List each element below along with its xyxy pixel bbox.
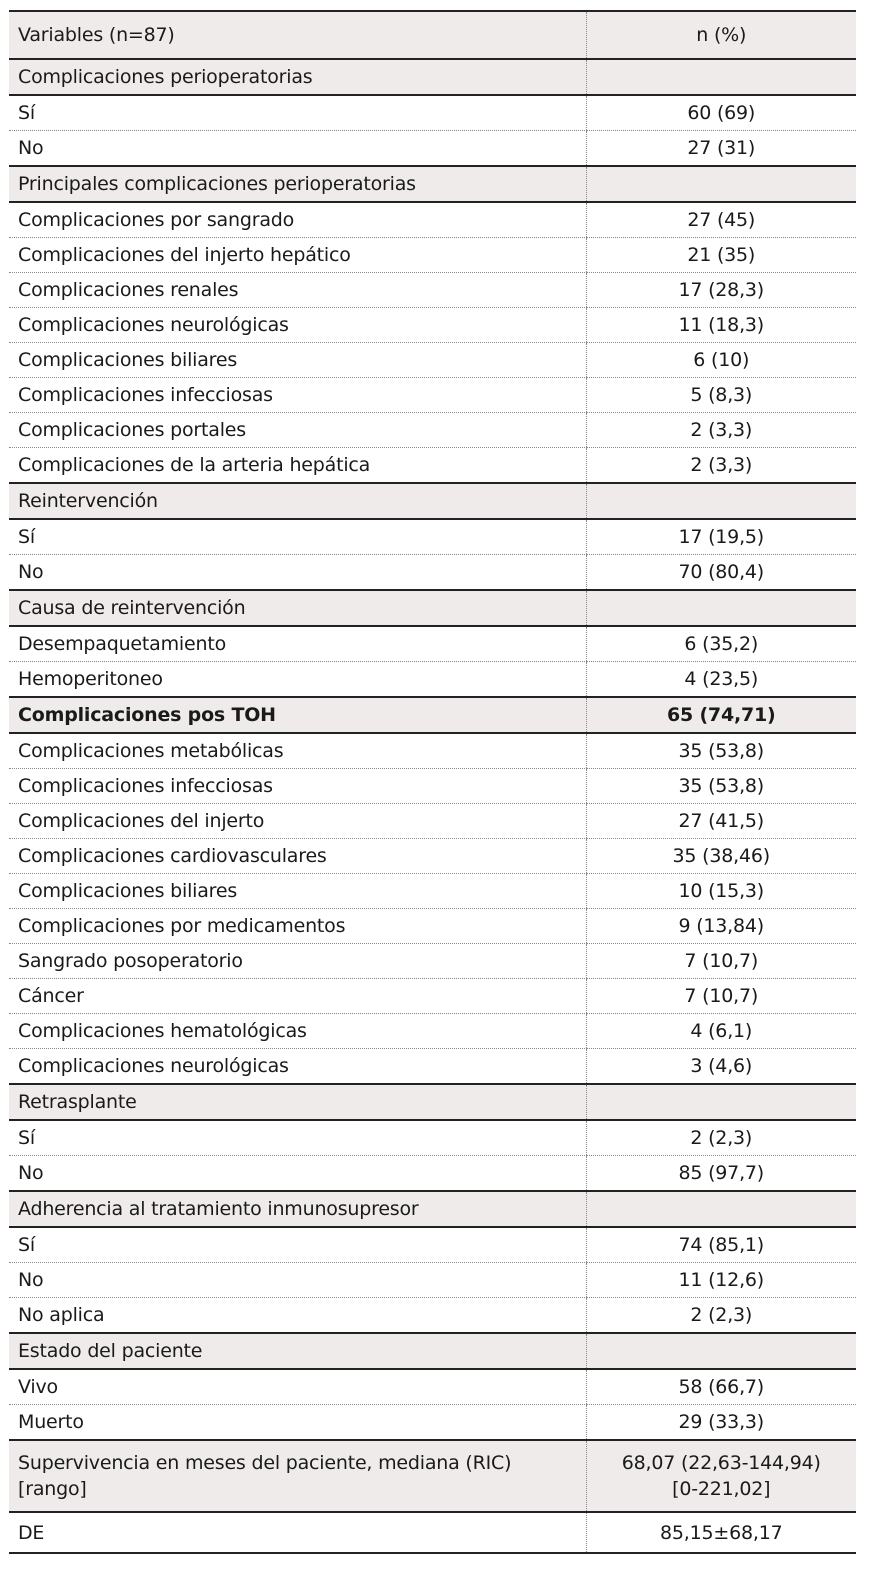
row-value: 27 (45) (586, 202, 856, 238)
sd-row (9, 1512, 856, 1553)
section-value (586, 590, 856, 626)
survival-row (9, 1440, 856, 1512)
row-label: Complicaciones infecciosas (9, 378, 586, 413)
row-label: Complicaciones neurológicas (18, 1055, 289, 1077)
header-variables: Variables (n=87) (9, 11, 586, 59)
section-value (586, 166, 856, 202)
row-value: 7 (10,7) (586, 979, 856, 1014)
row-value: 85 (97,7) (586, 1156, 856, 1192)
row-value: 35 (38,46) (586, 839, 856, 874)
row-label: Complicaciones neurológicas (9, 308, 586, 343)
row-label: No (18, 137, 44, 159)
row-value: 11 (12,6) (586, 1263, 856, 1298)
row-label: Muerto (18, 1411, 84, 1433)
row-label: Vivo (9, 1369, 586, 1405)
row-value: 10 (15,3) (586, 874, 856, 909)
row-value: 4 (6,1) (586, 1014, 856, 1049)
survival-value (586, 1440, 856, 1512)
row-label: Sí (9, 95, 586, 131)
section-header (9, 1333, 856, 1369)
survival-label: Supervivencia en meses del paciente, mediana (RIC) [rango] (9, 1440, 586, 1512)
row-label: Complicaciones por sangrado (9, 202, 586, 238)
section-header (9, 1191, 856, 1227)
section-title: Retrasplante (9, 1084, 586, 1120)
row-value: 29 (33,3) (586, 1405, 856, 1441)
sd-label: DE (9, 1512, 586, 1553)
row-label: Sí (9, 1120, 586, 1156)
section-title: Causa de reintervención (9, 590, 586, 626)
row-label: Complicaciones hematológicas (9, 1014, 586, 1049)
row-label: Complicaciones de la arteria hepática (18, 454, 371, 476)
section-title: Estado del paciente (9, 1333, 586, 1369)
row-label: Complicaciones metabólicas (9, 733, 586, 769)
row-value: 3 (4,6) (586, 1049, 856, 1085)
section-header (9, 59, 856, 95)
section-value: 65 (74,71) (586, 697, 856, 733)
row-label: Complicaciones por medicamentos (9, 909, 586, 944)
section-header (9, 697, 856, 733)
row-label: Complicaciones infecciosas (9, 769, 586, 804)
row-value: 2 (3,3) (586, 413, 856, 448)
row-label: Complicaciones portales (9, 413, 586, 448)
section-header (9, 1084, 856, 1120)
section-title: Reintervención (9, 483, 586, 519)
row-value: 27 (31) (586, 131, 856, 167)
section-value (586, 483, 856, 519)
results-table (9, 10, 856, 1554)
row-label: Complicaciones renales (9, 273, 586, 308)
row-value: 21 (35) (586, 238, 856, 273)
section-value (586, 1191, 856, 1227)
row-value: 74 (85,1) (586, 1227, 856, 1263)
row-value: 11 (18,3) (586, 308, 856, 343)
row-value: 6 (35,2) (586, 626, 856, 662)
row-value: 2 (2,3) (586, 1120, 856, 1156)
row-label: Complicaciones biliares (9, 343, 586, 378)
row-label: Complicaciones biliares (9, 874, 586, 909)
row-value: 60 (69) (586, 95, 856, 131)
row-value: 17 (19,5) (586, 519, 856, 555)
row-value: 7 (10,7) (586, 944, 856, 979)
row-value: 4 (23,5) (586, 662, 856, 698)
section-value (586, 1084, 856, 1120)
section-title: Complicaciones perioperatorias (9, 59, 586, 95)
row-label: Sí (9, 1227, 586, 1263)
section-header (9, 166, 856, 202)
section-header (9, 483, 856, 519)
sd-value: 85,15±68,17 (586, 1512, 856, 1553)
results-table-container (9, 10, 856, 1554)
row-value: 35 (53,8) (586, 769, 856, 804)
row-value: 2 (3,3) (586, 448, 856, 484)
row-value: 2 (2,3) (586, 1298, 856, 1334)
row-label: Sí (9, 519, 586, 555)
row-label: No (9, 1263, 586, 1298)
row-label: Complicaciones del injerto (9, 804, 586, 839)
row-value: 35 (53,8) (586, 733, 856, 769)
section-title: Complicaciones pos TOH (9, 697, 586, 733)
row-value: 6 (10) (586, 343, 856, 378)
row-value: 5 (8,3) (586, 378, 856, 413)
table-header-row (9, 11, 856, 59)
row-label: Complicaciones del injerto hepático (9, 238, 586, 273)
row-label: No aplica (18, 1304, 105, 1326)
row-value: 17 (28,3) (586, 273, 856, 308)
section-title: Principales complicaciones perioperatorias (9, 166, 586, 202)
row-label: No (18, 561, 44, 583)
row-value: 70 (80,4) (586, 555, 856, 591)
row-value: 58 (66,7) (586, 1369, 856, 1405)
row-label: Cáncer (9, 979, 586, 1014)
section-title: Adherencia al tratamiento inmunosupresor (9, 1191, 586, 1227)
section-value (586, 1333, 856, 1369)
row-value: 9 (13,84) (586, 909, 856, 944)
survival-value-line2: [0-221,02] (672, 1478, 771, 1500)
row-value: 27 (41,5) (586, 804, 856, 839)
section-header (9, 590, 856, 626)
row-label: Desempaquetamiento (9, 626, 586, 662)
row-label: Complicaciones cardiovasculares (9, 839, 586, 874)
row-label: Hemoperitoneo (18, 668, 163, 690)
row-label: Sangrado posoperatorio (9, 944, 586, 979)
section-value (586, 59, 856, 95)
header-value: n (%) (586, 11, 856, 59)
survival-value-line1: 68,07 (22,63-144,94) (621, 1452, 821, 1474)
row-label: No (18, 1162, 44, 1184)
